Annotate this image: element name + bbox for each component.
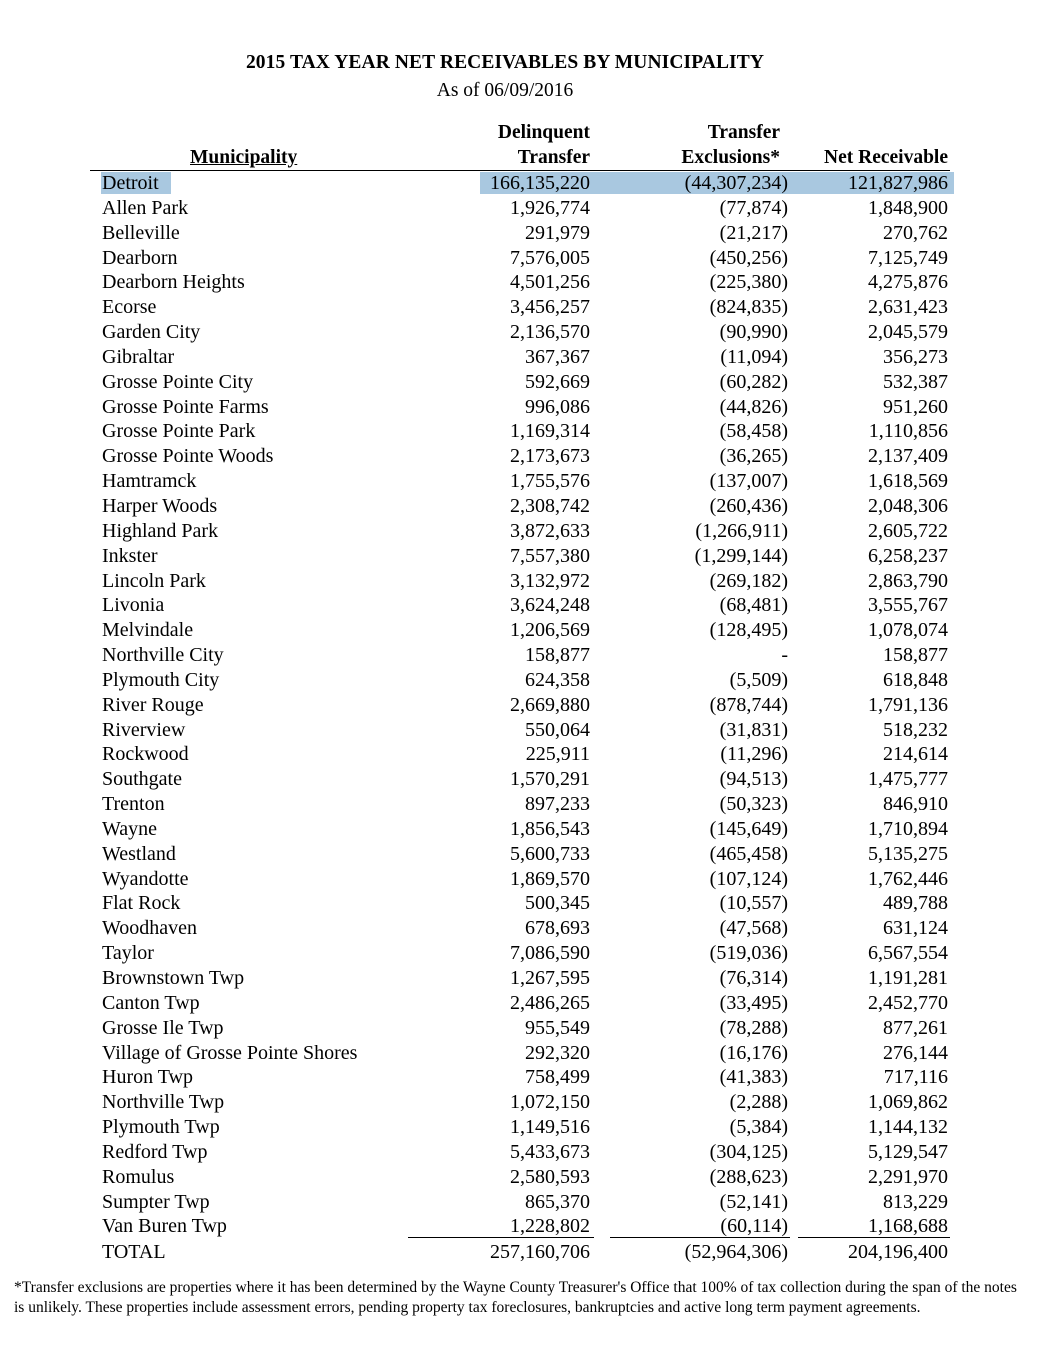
delinquent-transfer-cell: 550,064 <box>525 718 590 741</box>
delinquent-transfer-cell: 7,086,590 <box>510 942 590 965</box>
table-row <box>0 742 1042 767</box>
total-delinquent: 257,160,706 <box>490 1241 590 1263</box>
municipality-cell: Garden City <box>102 321 201 344</box>
net-receivable-cell: 1,069,862 <box>868 1091 948 1114</box>
transfer-exclusions-cell: (78,288) <box>719 1016 788 1039</box>
municipality-cell: Flat Rock <box>102 892 181 915</box>
delinquent-transfer-cell: 3,624,248 <box>510 594 590 617</box>
net-receivable-cell: 532,387 <box>883 370 948 393</box>
net-receivable-cell: 631,124 <box>883 917 948 940</box>
delinquent-transfer-cell: 7,557,380 <box>510 544 590 567</box>
delinquent-transfer-cell: 158,877 <box>525 644 590 667</box>
net-receivable-cell: 158,877 <box>883 644 948 667</box>
transfer-exclusions-cell: (107,124) <box>709 867 788 890</box>
transfer-exclusions-cell: (52,141) <box>719 1190 788 1213</box>
delinquent-transfer-cell: 2,486,265 <box>510 991 590 1014</box>
net-receivable-cell: 2,045,579 <box>868 321 948 344</box>
transfer-exclusions-cell: (11,094) <box>720 345 788 368</box>
table-row <box>0 817 1042 842</box>
municipality-cell: Romulus <box>102 1165 175 1188</box>
transfer-exclusions-cell: (60,282) <box>719 370 788 393</box>
net-receivable-cell: 1,078,074 <box>868 619 948 642</box>
transfer-exclusions-cell: (31,831) <box>719 718 788 741</box>
municipality-cell: Woodhaven <box>102 917 198 940</box>
table-row <box>0 395 1042 420</box>
delinquent-transfer-cell: 1,072,150 <box>510 1091 590 1114</box>
municipality-cell: Melvindale <box>102 619 194 642</box>
net-receivable-cell: 4,275,876 <box>868 271 948 294</box>
net-receivable-cell: 877,261 <box>883 1016 948 1039</box>
net-receivable-cell: 1,762,446 <box>868 867 948 890</box>
net-receivable-cell: 717,116 <box>883 1066 948 1089</box>
net-receivable-cell: 1,618,569 <box>868 470 948 493</box>
municipality-cell: Sumpter Twp <box>102 1190 210 1213</box>
table-row <box>0 618 1042 643</box>
transfer-exclusions-cell: (137,007) <box>709 470 788 493</box>
header-exclusions-line2: Exclusions* <box>681 147 780 168</box>
municipality-cell: Village of Grosse Pointe Shores <box>102 1041 358 1064</box>
delinquent-transfer-cell: 955,549 <box>525 1016 590 1039</box>
delinquent-transfer-cell: 1,869,570 <box>510 867 590 890</box>
municipality-cell: Canton Twp <box>102 991 200 1014</box>
transfer-exclusions-cell: (878,744) <box>709 693 788 716</box>
total-rule-net <box>798 1237 950 1238</box>
municipality-cell: Harper Woods <box>102 494 218 517</box>
municipality-cell: Inkster <box>102 544 158 567</box>
delinquent-transfer-cell: 592,669 <box>525 370 590 393</box>
table-row <box>0 320 1042 345</box>
transfer-exclusions-cell: (225,380) <box>709 271 788 294</box>
transfer-exclusions-cell: (44,826) <box>719 395 788 418</box>
delinquent-transfer-cell: 1,149,516 <box>510 1116 590 1139</box>
table-row <box>0 444 1042 469</box>
transfer-exclusions-cell: (1,299,144) <box>694 544 788 567</box>
table-row <box>0 345 1042 370</box>
delinquent-transfer-cell: 4,501,256 <box>510 271 590 294</box>
net-receivable-cell: 1,144,132 <box>868 1116 948 1139</box>
table-row <box>0 1041 1042 1066</box>
table-row <box>0 891 1042 916</box>
net-receivable-cell: 5,129,547 <box>868 1140 948 1163</box>
net-receivable-cell: 846,910 <box>883 793 948 816</box>
net-receivable-cell: 2,137,409 <box>868 445 948 468</box>
delinquent-transfer-cell: 2,173,673 <box>510 445 590 468</box>
transfer-exclusions-cell: - <box>781 644 788 667</box>
table-row <box>0 246 1042 271</box>
table-row <box>0 792 1042 817</box>
net-receivable-cell: 214,614 <box>883 743 948 766</box>
table-row <box>0 916 1042 941</box>
municipality-cell: Riverview <box>102 718 186 741</box>
delinquent-transfer-cell: 291,979 <box>525 221 590 244</box>
transfer-exclusions-cell: (36,265) <box>719 445 788 468</box>
municipality-cell: Grosse Pointe Farms <box>102 395 269 418</box>
table-row <box>0 569 1042 594</box>
delinquent-transfer-cell: 500,345 <box>525 892 590 915</box>
delinquent-transfer-cell: 1,755,576 <box>510 470 590 493</box>
delinquent-transfer-cell: 996,086 <box>525 395 590 418</box>
net-receivable-cell: 489,788 <box>883 892 948 915</box>
transfer-exclusions-cell: (288,623) <box>709 1165 788 1188</box>
total-rule-exclusions <box>610 1237 790 1238</box>
transfer-exclusions-cell: (450,256) <box>709 246 788 269</box>
transfer-exclusions-cell: (76,314) <box>719 967 788 989</box>
table-row <box>0 171 1042 196</box>
total-exclusions: (52,964,306) <box>684 1241 788 1263</box>
table-row <box>0 718 1042 743</box>
municipality-cell: Northville City <box>102 644 224 667</box>
transfer-exclusions-cell: (90,990) <box>719 321 788 344</box>
municipality-cell: Trenton <box>102 793 165 816</box>
municipality-cell: Wyandotte <box>102 867 189 890</box>
table-row <box>0 469 1042 494</box>
municipality-cell: Grosse Pointe Park <box>102 420 256 443</box>
table-row <box>0 593 1042 618</box>
municipality-cell: Grosse Ile Twp <box>102 1016 224 1039</box>
delinquent-transfer-cell: 3,132,972 <box>510 569 590 592</box>
delinquent-transfer-cell: 1,267,595 <box>510 967 590 989</box>
header-municipality: Municipality <box>190 147 298 168</box>
table-row <box>0 419 1042 444</box>
net-receivable-cell: 2,048,306 <box>868 494 948 517</box>
table-row <box>0 941 1042 966</box>
table-row <box>0 668 1042 693</box>
table-row <box>0 1214 1042 1239</box>
net-receivable-cell: 121,827,986 <box>848 172 948 194</box>
transfer-exclusions-cell: (41,383) <box>719 1066 788 1089</box>
transfer-exclusions-cell: (33,495) <box>719 991 788 1014</box>
transfer-exclusions-cell: (5,384) <box>729 1116 788 1139</box>
table-row <box>0 1165 1042 1190</box>
delinquent-transfer-cell: 225,911 <box>525 743 590 766</box>
municipality-cell: Northville Twp <box>102 1091 225 1114</box>
transfer-exclusions-cell: (465,458) <box>709 842 788 865</box>
delinquent-transfer-cell: 678,693 <box>525 917 590 940</box>
transfer-exclusions-cell: (519,036) <box>709 942 788 965</box>
header-delinquent-line1: Delinquent <box>497 122 590 143</box>
table-row <box>0 1065 1042 1090</box>
header-exclusions-line1: Transfer <box>707 122 780 143</box>
municipality-cell: Hamtramck <box>102 470 197 493</box>
municipality-cell: Taylor <box>102 942 154 965</box>
municipality-cell: Belleville <box>102 221 180 244</box>
transfer-exclusions-cell: (44,307,234) <box>684 172 788 194</box>
municipality-cell: Ecorse <box>102 296 157 319</box>
net-receivable-cell: 276,144 <box>883 1041 948 1064</box>
municipality-cell: River Rouge <box>102 693 204 716</box>
transfer-exclusions-cell: (50,323) <box>719 793 788 816</box>
table-row <box>0 221 1042 246</box>
transfer-exclusions-cell: (11,296) <box>720 743 788 766</box>
transfer-exclusions-cell: (260,436) <box>709 494 788 517</box>
municipality-cell: Lincoln Park <box>102 569 206 592</box>
delinquent-transfer-cell: 2,669,880 <box>510 693 590 716</box>
net-receivable-cell: 6,258,237 <box>868 544 948 567</box>
table-row <box>0 370 1042 395</box>
delinquent-transfer-cell: 1,206,569 <box>510 619 590 642</box>
table-row <box>0 1190 1042 1215</box>
net-receivable-cell: 2,863,790 <box>868 569 948 592</box>
net-receivable-cell: 1,791,136 <box>868 693 948 716</box>
total-row <box>0 1240 1042 1265</box>
municipality-cell: Redford Twp <box>102 1140 208 1163</box>
municipality-cell: Wayne <box>102 817 158 840</box>
delinquent-transfer-cell: 1,856,543 <box>510 817 590 840</box>
net-receivable-cell: 1,191,281 <box>868 967 948 989</box>
transfer-exclusions-cell: (77,874) <box>719 196 788 219</box>
delinquent-transfer-cell: 2,580,593 <box>510 1165 590 1188</box>
net-receivable-cell: 813,229 <box>883 1190 948 1213</box>
table-row <box>0 196 1042 221</box>
transfer-exclusions-cell: (16,176) <box>719 1041 788 1064</box>
delinquent-transfer-cell: 758,499 <box>525 1066 590 1089</box>
table-row <box>0 1090 1042 1115</box>
net-receivable-cell: 2,631,423 <box>868 296 948 319</box>
transfer-exclusions-cell: (128,495) <box>709 619 788 642</box>
net-receivable-cell: 5,135,275 <box>868 842 948 865</box>
delinquent-transfer-cell: 865,370 <box>525 1190 590 1213</box>
table-row <box>0 544 1042 569</box>
table-row <box>0 494 1042 519</box>
net-receivable-cell: 270,762 <box>883 221 948 244</box>
delinquent-transfer-cell: 1,169,314 <box>510 420 590 443</box>
total-rule-delinquent <box>408 1237 594 1238</box>
net-receivable-cell: 518,232 <box>883 718 948 741</box>
municipality-cell: Plymouth Twp <box>102 1116 220 1139</box>
net-receivable-cell: 951,260 <box>883 395 948 418</box>
municipality-cell: Brownstown Twp <box>102 967 245 989</box>
header-delinquent-transfer <box>440 120 590 170</box>
transfer-exclusions-cell: (47,568) <box>719 917 788 940</box>
header-delinquent-line2: Transfer <box>517 147 590 168</box>
net-receivable-cell: 3,555,767 <box>868 594 948 617</box>
footnote: *Transfer exclusions are properties where it has been determined by the Wayne County Treasurer's Office that 100% of tax collection during the span of the notes is unlikely. These properties include assessment errors, pending property tax foreclosures, bankruptcies and active long term payment agreements. <box>14 1279 1017 1316</box>
header-net-receivable: Net Receivable <box>824 147 948 168</box>
delinquent-transfer-cell: 292,320 <box>525 1041 590 1064</box>
total-net: 204,196,400 <box>848 1241 948 1263</box>
net-receivable-cell: 2,605,722 <box>868 519 948 542</box>
delinquent-transfer-cell: 5,600,733 <box>510 842 590 865</box>
table-row <box>0 842 1042 867</box>
table-row <box>0 767 1042 792</box>
municipality-cell: Grosse Pointe City <box>102 370 254 393</box>
delinquent-transfer-cell: 3,456,257 <box>510 296 590 319</box>
transfer-exclusions-cell: (304,125) <box>709 1140 788 1163</box>
delinquent-transfer-cell: 5,433,673 <box>510 1140 590 1163</box>
net-receivable-cell: 1,168,688 <box>868 1215 948 1238</box>
municipality-cell: Plymouth City <box>102 668 220 691</box>
table-row <box>0 643 1042 668</box>
table-row <box>0 966 1042 991</box>
net-receivable-cell: 356,273 <box>883 345 948 368</box>
delinquent-transfer-cell: 3,872,633 <box>510 519 590 542</box>
net-receivable-cell: 7,125,749 <box>868 246 948 269</box>
net-receivable-cell: 1,110,856 <box>868 420 948 443</box>
table-row <box>0 693 1042 718</box>
table-row <box>0 991 1042 1016</box>
municipality-cell: Grosse Pointe Woods <box>102 445 274 468</box>
municipality-cell: Huron Twp <box>102 1066 194 1089</box>
table-row <box>0 270 1042 295</box>
transfer-exclusions-cell: (824,835) <box>709 296 788 319</box>
municipality-cell: Dearborn <box>102 246 178 269</box>
municipality-cell: Southgate <box>102 768 182 791</box>
net-receivable-cell: 1,848,900 <box>868 196 948 219</box>
municipality-cell: Gibraltar <box>102 345 175 368</box>
net-receivable-cell: 1,710,894 <box>868 817 948 840</box>
transfer-exclusions-cell: (60,114) <box>720 1215 788 1238</box>
table-row <box>0 1115 1042 1140</box>
municipality-cell: Van Buren Twp <box>102 1215 227 1238</box>
municipality-cell: Detroit <box>102 172 159 194</box>
municipality-cell: Dearborn Heights <box>102 271 245 294</box>
net-receivable-cell: 2,291,970 <box>868 1165 948 1188</box>
transfer-exclusions-cell: (1,266,911) <box>695 519 788 542</box>
delinquent-transfer-cell: 367,367 <box>525 345 590 368</box>
transfer-exclusions-cell: (94,513) <box>719 768 788 791</box>
delinquent-transfer-cell: 2,308,742 <box>510 494 590 517</box>
net-receivable-cell: 6,567,554 <box>868 942 948 965</box>
report-subtitle: As of 06/09/2016 <box>436 80 574 101</box>
municipality-cell: Westland <box>102 842 176 865</box>
delinquent-transfer-cell: 1,570,291 <box>510 768 590 791</box>
table-row <box>0 1016 1042 1041</box>
table-row <box>0 867 1042 892</box>
net-receivable-cell: 2,452,770 <box>868 991 948 1014</box>
municipality-cell: Livonia <box>102 594 165 617</box>
municipality-cell: Rockwood <box>102 743 189 766</box>
transfer-exclusions-cell: (2,288) <box>729 1091 788 1114</box>
delinquent-transfer-cell: 897,233 <box>525 793 590 816</box>
transfer-exclusions-cell: (21,217) <box>719 221 788 244</box>
total-label: TOTAL <box>102 1241 166 1263</box>
report-title: 2015 TAX YEAR NET RECEIVABLES BY MUNICIPALITY <box>245 52 765 73</box>
delinquent-transfer-cell: 166,135,220 <box>490 172 590 194</box>
net-receivable-cell: 1,475,777 <box>868 768 948 791</box>
municipality-cell: Allen Park <box>102 196 189 219</box>
table-row <box>0 295 1042 320</box>
net-receivable-cell: 618,848 <box>883 668 948 691</box>
transfer-exclusions-cell: (269,182) <box>709 569 788 592</box>
transfer-exclusions-cell: (5,509) <box>729 668 788 691</box>
municipality-table-body <box>0 171 1042 1239</box>
transfer-exclusions-cell: (68,481) <box>719 594 788 617</box>
delinquent-transfer-cell: 7,576,005 <box>510 246 590 269</box>
transfer-exclusions-cell: (58,458) <box>719 420 788 443</box>
delinquent-transfer-cell: 624,358 <box>525 668 590 691</box>
delinquent-transfer-cell: 1,228,802 <box>510 1215 590 1238</box>
header-transfer-exclusions <box>630 120 780 170</box>
table-row <box>0 1140 1042 1165</box>
transfer-exclusions-cell: (10,557) <box>719 892 788 915</box>
table-row <box>0 519 1042 544</box>
transfer-exclusions-cell: (145,649) <box>709 817 788 840</box>
delinquent-transfer-cell: 2,136,570 <box>510 321 590 344</box>
municipality-cell: Highland Park <box>102 519 219 542</box>
delinquent-transfer-cell: 1,926,774 <box>510 196 590 219</box>
